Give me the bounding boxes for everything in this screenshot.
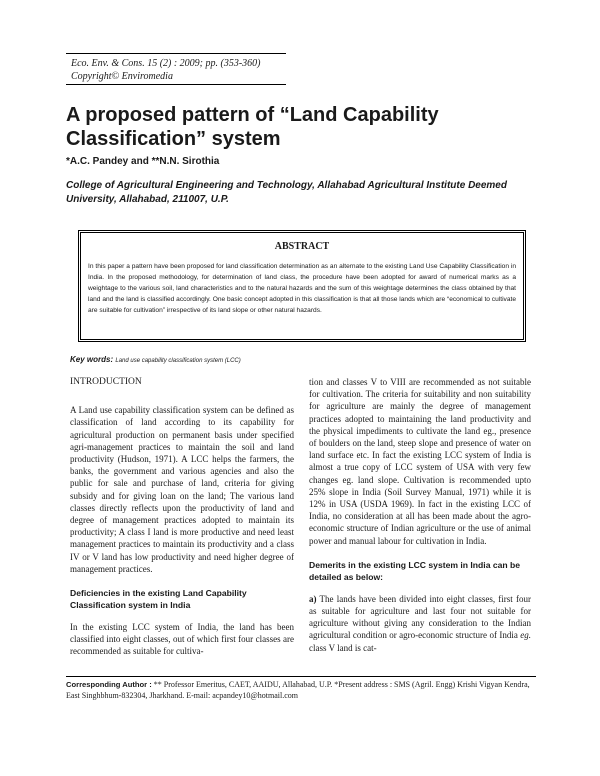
keywords bbox=[70, 355, 530, 364]
keywords-label: Key words: bbox=[70, 355, 114, 364]
keywords-text: Land use capability classification system (LCC) bbox=[115, 358, 241, 364]
journal-citation: Eco. Env. & Cons. 15 (2) : 2009; pp. (353-360) bbox=[71, 58, 261, 69]
deficiencies-heading: Deficiencies in the existing Land Capability Classification system in India bbox=[70, 588, 247, 611]
journal-citation-box bbox=[66, 53, 286, 85]
introduction-paragraph: A Land use capability classification system can be defined as classification of land according to its capability for agricultural production on permanent basis under specified agri-management practices to maintain the soil and land productivity (Hudson, 1971). A LCC helps the farmers, the banks, the government and various agencies and also the public for sale and purchase of land, criteria for giving subsidy and for giving loan on the land; The various land classes directly reflects upon the productivity of land and degree of management practices adopted to maintain its productivity; A class I land is more productive and need least management practices to maintain its productivity and a class IV or V land has low productivity and need higher degree of management practices. bbox=[70, 405, 294, 574]
item-a-end: class V land is cat- bbox=[309, 642, 377, 653]
footnote-label: Corresponding Author : bbox=[66, 680, 152, 689]
item-a-eg: eg. bbox=[520, 630, 531, 641]
deficiencies-paragraph: In the existing LCC system of India, the land has been classified into eight classes, out of which first four classes are recommended as suitable for cultiva- bbox=[70, 622, 294, 657]
item-a-text: The lands have been divided into eight classes, first four as suitable for agriculture and last four not suitable for agriculture without giving any consideration to the Indian agricultural condition or agro-economic structure of India bbox=[309, 593, 531, 641]
introduction-heading: INTRODUCTION bbox=[70, 377, 142, 387]
abstract-box bbox=[78, 230, 526, 342]
footnote bbox=[66, 676, 536, 701]
abstract-body: In this paper a pattern have been proposed for land classification determination as an alternate to the existing Land Use Capability Classification in India. In the proposed methodology, for determination of land class, the procedure have been adopted for award of numerical marks as a weightage to the various soil, land characteristics and to the natural hazards and the sum of this weightage determines the class obtained by that land and the land is classified accordingly. One basic concept adopted in this classification is that all those lands which are “economical to cultivate are suitable for cultivation” irrespective of its land slope or other natural hazards. bbox=[88, 263, 516, 314]
item-a-label: a) bbox=[309, 593, 317, 604]
author-affiliation: College of Agricultural Engineering and Technology, Allahabad Agricultural Institute Deemed University, Allahabad, 211007, U.P. bbox=[66, 180, 507, 205]
journal-copyright: Copyright© Enviromedia bbox=[71, 71, 173, 82]
paper-authors: *A.C. Pandey and **N.N. Sirothia bbox=[66, 156, 220, 167]
paper-title: A proposed pattern of “Land Capability Classification” system bbox=[66, 104, 439, 150]
right-paragraph-2 bbox=[309, 593, 531, 654]
right-paragraph-1: tion and classes V to VIII are recommended as not suitable for cultivation. The criteria for suitability and non suitability for agriculture are mainly the degree of management practices adopted to maintaining the land productivity and the physical impediments to cultivate the land eg., presence of boulders on the land, steep slope and presence of water on land surface etc. In fact the existing LCC system of India is almost a true copy of LCC system of USA with very few changes eg. land slope. Cultivation is recommended upto 25% slope in India (Soil Survey Manual, 1971) while it is 12% in USA (USDA 1969). In fact in the existing LCC of India, no consideration at all has been made about the agro-economic structure of Indian agriculture or the use of animal power and manual labour for cultivation in India. bbox=[309, 377, 531, 546]
footnote-text: ** Professor Emeritus, CAET, AAIDU, Allahabad, U.P. *Present address : SMS (Agril. Engg) Krishi Vigyan Kendra, East Singhbhum-832304, Jharkhand. E-mail: acpandey10@hotmail.com bbox=[66, 680, 530, 700]
left-column bbox=[70, 376, 294, 668]
right-column bbox=[309, 376, 531, 664]
abstract-heading: ABSTRACT bbox=[274, 241, 330, 252]
demerits-heading: Demerits in the existing LCC system in India can be detailed as below: bbox=[309, 559, 521, 582]
